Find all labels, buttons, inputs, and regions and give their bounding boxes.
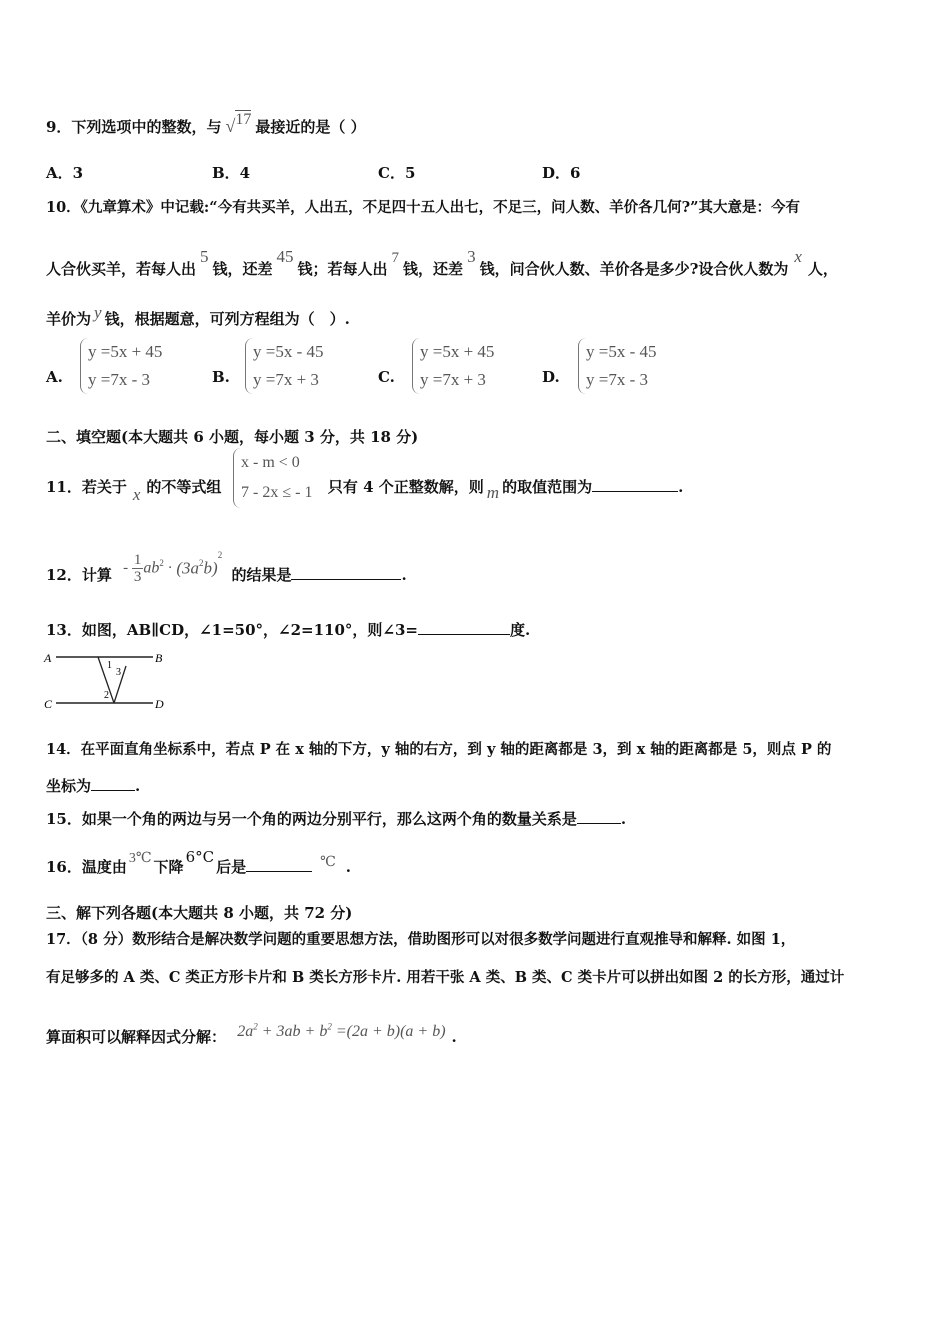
q10-option-a-label: A. <box>46 368 63 386</box>
q10-line2: 人合伙买羊，若每人出5钱，还差45钱；若每人出7钱，还差3钱，问合伙人数、羊价各是多少?设合伙人数为x人， <box>46 247 838 278</box>
sqrt-radicand: 17 <box>235 111 252 128</box>
angle-1-label: 1 <box>107 660 112 671</box>
factorization-formula: $2a^2 + 3ab + b^2 =(2a + b)(a + b)$ <box>237 1021 446 1040</box>
label-a: A <box>44 651 52 665</box>
num-7: 7 <box>391 250 400 266</box>
temp-3c: 3℃ <box>128 851 152 866</box>
sqrt-17: √17 <box>225 111 252 136</box>
unit-celsius: ℃ <box>320 855 336 870</box>
q12-expression: - $\frac{1}{3}ab^2 \cdot (3a^2b)^2$ <box>123 549 223 585</box>
var-m: m <box>486 483 500 502</box>
q9-line <box>46 111 366 137</box>
q17-line2: 有足够多的 A 类、C 类正方形卡片和 B 类长方形卡片. 用若干张 A 类、B 类、C 类卡片可以拼出如图 2 的长方形，通过计 <box>46 969 845 986</box>
q10-line1: 10．《九章算术》中记载:“今有共买羊，人出五，不足四十五人出七，不足三，问人数、羊价各几何?”其大意是：今有 <box>46 199 800 216</box>
q10-option-d-label: D. <box>542 368 560 386</box>
q10-option-d-system: y =5x - 45 y =7x - 3 <box>578 338 657 394</box>
temp-6c: 6°C <box>185 848 215 866</box>
num-45: 45 <box>276 247 294 266</box>
q9-option-b: B．4 <box>212 164 251 182</box>
var-y: y <box>94 303 102 322</box>
q10-option-c-system: y =5x + 45 y =7x + 3 <box>412 338 494 394</box>
section-3-heading: 三、解下列各题(本大题共 8 小题，共 72 分) <box>46 904 353 922</box>
q11-answer-blank[interactable] <box>592 491 678 492</box>
q10-option-b-label: B. <box>212 368 230 386</box>
q11-line: 11．若关于 x 的不等式组 只有 4 个正整数解，则 m 的取值范围为 . <box>46 478 684 504</box>
angle-3-label: 3 <box>116 667 121 678</box>
label-c: C <box>44 697 53 711</box>
q10-line3: 羊价为 y 钱，根据题意，可列方程组为（ ）. <box>46 303 350 328</box>
section-2-heading: 二、填空题(本大题共 6 小题，每小题 3 分，共 18 分) <box>46 428 419 446</box>
q13-answer-blank[interactable] <box>418 634 510 635</box>
var-x: x <box>794 247 802 266</box>
num-3: 3 <box>467 247 476 266</box>
q16-answer-blank[interactable] <box>246 871 312 872</box>
q9-option-a: A．3 <box>46 164 84 182</box>
q15-line: 15．如果一个角的两边与另一个角的两边分别平行，那么这两个角的数量关系是 . <box>46 810 627 828</box>
q9-option-d: D．6 <box>542 164 581 182</box>
var-x: x <box>132 485 141 504</box>
q12-line: 12．计算 - $\frac{1}{3}ab^2 \cdot (3a^2b)^2$ 的结果是 . <box>46 549 407 585</box>
q10-option-b-system: y =5x - 45 y =7x + 3 <box>245 338 324 394</box>
q9-suffix: 最接近的是（ ） <box>255 118 366 136</box>
q15-answer-blank[interactable] <box>577 823 621 824</box>
fraction-1-3: $\frac{1}{3}$ <box>133 552 142 585</box>
label-d: D <box>155 697 164 711</box>
q13-line: 13．如图，AB∥CD，∠1=50°，∠2=110°，则∠3= 度. <box>46 621 531 639</box>
q16-line: 16．温度由 3℃ 下降6°C后是 ℃ . <box>46 848 352 876</box>
q10-option-a-system: y =5x + 45 y =7x - 3 <box>80 338 162 394</box>
q14-line1: 14．在平面直角坐标系中，若点 P 在 x 轴的下方，y 轴的右方，到 y 轴的距离都是 3，到 x 轴的距离都是 5，则点 P 的 <box>46 741 832 758</box>
label-b: B <box>155 651 163 665</box>
parallel-lines-figure <box>40 646 170 712</box>
q17-line3: 算面积可以解释因式分解： $2a^2 + 3ab + b^2 =(2a + b)(a + b)$ . <box>46 1021 457 1046</box>
q14-line2: 坐标为 . <box>46 777 141 795</box>
q12-answer-blank[interactable] <box>291 579 401 580</box>
q11-system-lines: x - m < 0 7 - 2x ≤ - 1 <box>233 448 312 508</box>
angle-2-label: 2 <box>104 690 109 701</box>
num-5: 5 <box>200 247 209 266</box>
q9-prefix: 9．下列选项中的整数，与 <box>46 118 222 136</box>
q14-answer-blank[interactable] <box>91 790 135 791</box>
q10-option-c-label: C. <box>378 368 395 386</box>
q9-option-c: C．5 <box>378 164 416 182</box>
q17-line1: 17．（8 分）数形结合是解决数学问题的重要思想方法，借助图形可以对很多数学问题进行直观推导和解释. 如图 1， <box>46 931 796 948</box>
